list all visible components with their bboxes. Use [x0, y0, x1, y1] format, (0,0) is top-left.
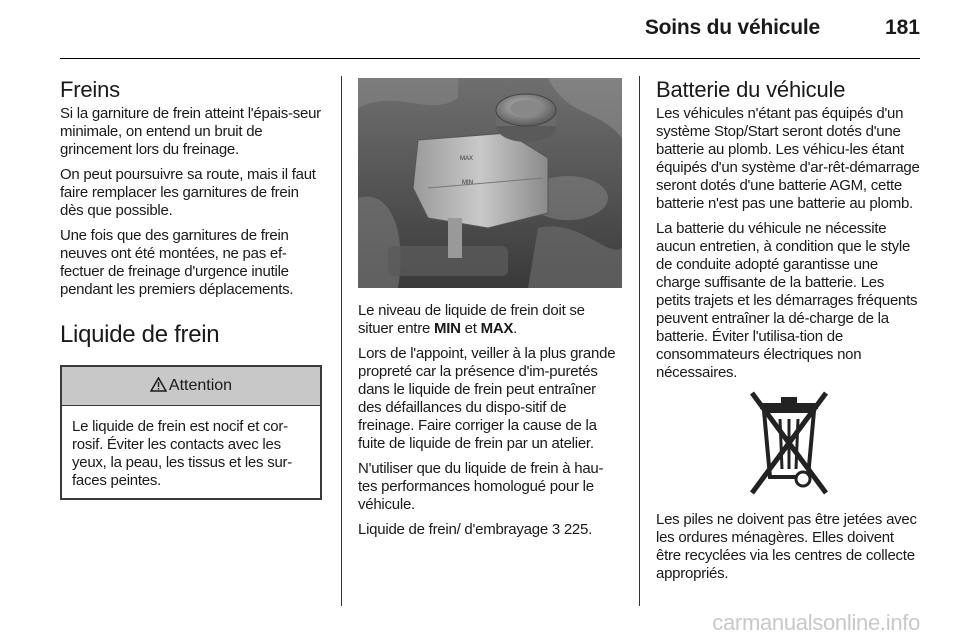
- warning-triangle-icon: [150, 377, 167, 396]
- attention-box: [60, 365, 322, 500]
- paragraph: Si la garniture de frein atteint l'épais-seur minimale, on entend un bruit de grincement lors du freinage.: [60, 105, 321, 158]
- photo-label-max: MAX: [460, 156, 474, 162]
- paragraph: On peut poursuivre sa route, mais il faut faire remplacer les garnitures de frein dès que possible.: [60, 166, 316, 219]
- column-middle: [358, 78, 622, 546]
- paragraph: Une fois que des garnitures de frein neuves ont été montées, ne pas ef-fectuer de freinage d'urgence inutile pendant les premiers déplacements.: [60, 227, 294, 298]
- attention-body: [62, 406, 320, 498]
- attention-header: [62, 367, 320, 406]
- page-header-title: Soins du véhicule: [644, 16, 820, 39]
- watermark: carmanualsonline.info: [712, 610, 920, 635]
- paragraph: N'utiliser que du liquide de frein à hau-tes performances homologué pour le véhicule.: [358, 460, 604, 513]
- brake-fluid-reservoir-photo: [358, 78, 622, 288]
- section-title-freins: Freins: [60, 77, 120, 102]
- attention-text: Le liquide de frein est nocif et cor-rosif. Éviter les contacts avec les yeux, la peau, les tissus et les sur-faces peintes.: [72, 418, 293, 489]
- attention-label: Attention: [168, 377, 233, 394]
- paragraph: Les piles ne doivent pas être jetées avec les ordures ménagères. Elles doivent être recyclées via les centres de collecte appropriés.: [656, 511, 917, 582]
- paragraph-cross-reference: Liquide de frein/ d'embrayage 3 225.: [358, 521, 593, 538]
- paragraph: Les véhicules n'étant pas équipés d'un système Stop/Start seront dotés d'une batterie au plomb. Les véhicu-les étant équipés d'un système d'ar-rêt-démarrage seront dotés d'une batterie AGM, cette batterie n'est pas une batterie au plomb.: [656, 105, 920, 212]
- column-right: [656, 78, 922, 590]
- column-divider: [341, 76, 342, 606]
- paragraph: Lors de l'appoint, veiller à la plus grande propreté car la présence d'im-puretés dans le liquide de frein peut entraîner des défaillances du dispo-sitif de freinage. Faire corriger la cause de la fuite de liquide de frein par un atelier.: [358, 345, 616, 452]
- photo-label-min: MIN: [462, 180, 473, 186]
- cross-reference-arrow: 3: [551, 521, 560, 538]
- column-left: [60, 78, 324, 500]
- section-title-batterie: Batterie du véhicule: [656, 77, 846, 102]
- section-title-liquide-de-frein: Liquide de frein: [60, 321, 220, 348]
- page-number: 181: [884, 16, 920, 39]
- column-divider: [639, 76, 640, 606]
- paragraph: La batterie du véhicule ne nécessite aucun entretien, à condition que le style de conduite adopté garantisse une charge suffisante de la batterie. Les petits trajets et les démarrages fréquents peuvent entraîner la dé-charge de la batterie. Éviter l'utilisa-tion de consommateurs électriques non nécessaires.: [656, 220, 918, 381]
- paragraph: Le niveau de liquide de frein doit se situer entre MIN et MAX.: [358, 302, 585, 337]
- crossed-out-bin-icon: [748, 389, 830, 501]
- header-rule: [60, 58, 920, 59]
